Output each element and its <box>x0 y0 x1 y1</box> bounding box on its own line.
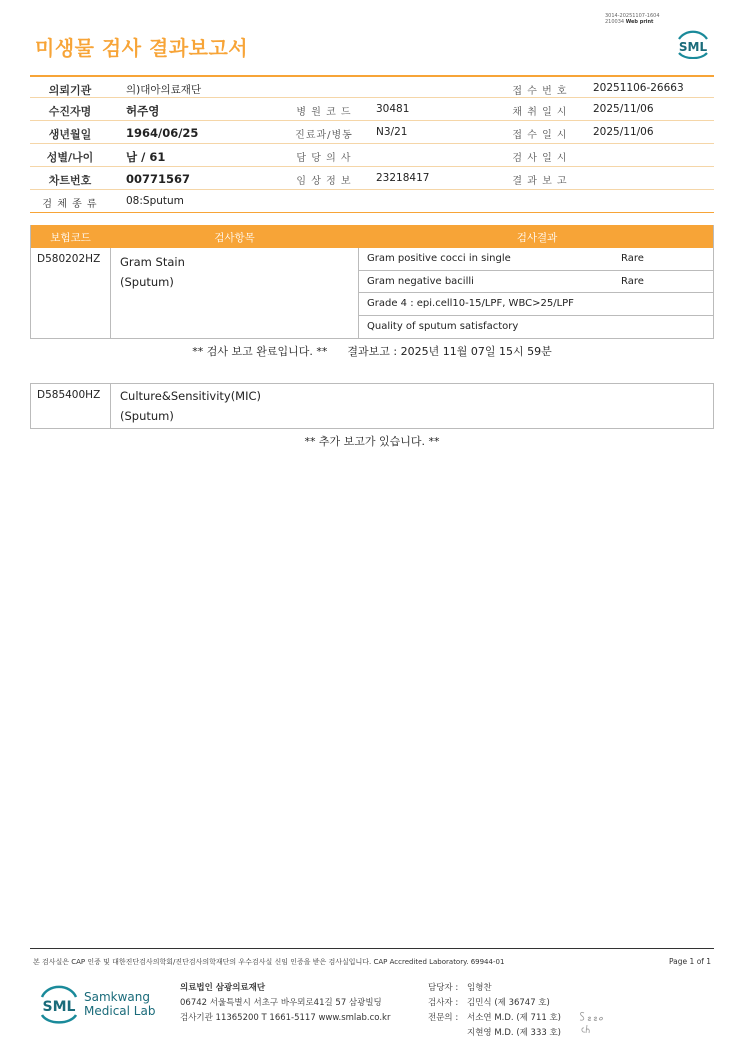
label-sex-age: 성별/나이 <box>46 151 94 164</box>
column-divider <box>110 248 111 338</box>
test-row-gram-stain <box>31 248 713 338</box>
value-collection-date: 2025/11/06 <box>593 103 654 115</box>
report-title: 미생물 검사 결과보고서 <box>35 36 249 60</box>
label-patient-name: 수진자명 <box>48 105 92 118</box>
result-line <box>359 271 714 294</box>
print-id <box>605 13 660 25</box>
print-id-line1: 3014-20251107-1604 <box>605 13 660 19</box>
value-birth-date: 1964/06/25 <box>126 126 199 140</box>
label-specimen-type: 검 체 종 류 <box>42 199 98 210</box>
staff-name: 서소연 M.D. (제 711 호) <box>467 1013 562 1023</box>
test-specimen: (Sputum) <box>120 409 174 423</box>
report-time: 결과보고 : 2025년 11월 07일 15시 59분 <box>347 345 552 358</box>
value-department: N3/21 <box>376 126 408 138</box>
value-receipt-date: 2025/11/06 <box>593 126 654 138</box>
logo-text: SML <box>678 40 708 54</box>
staff-row <box>428 981 561 996</box>
staff-role: 전문의 : <box>428 1013 459 1023</box>
label-collection-date: 채 취 일 시 <box>512 107 568 118</box>
test-specimen: (Sputum) <box>120 275 174 289</box>
info-row <box>30 121 714 144</box>
web-print-label: Web print <box>625 19 654 25</box>
result-line <box>359 316 714 339</box>
test-row-culture <box>30 383 714 429</box>
label-birth-date: 생년월일 <box>48 128 92 141</box>
label-requesting-org: 의뢰기관 <box>48 84 92 97</box>
page-number: Page 1 of 1 <box>669 957 712 966</box>
result-text: Gram negative bacilli <box>367 275 474 287</box>
print-id-line2: 210034 <box>605 19 625 25</box>
staff-name: 지현영 M.D. (제 333 호) <box>467 1028 562 1038</box>
result-value: Rare <box>621 253 644 264</box>
label-test-date: 검 사 일 시 <box>512 153 568 164</box>
label-department: 진료과/병동 <box>295 130 353 141</box>
org-contact: 검사기관 11365200 T 1661-5117 www.smlab.co.kr <box>180 1013 391 1023</box>
results-header <box>31 225 713 248</box>
value-receipt-number: 20251106-26663 <box>593 82 684 94</box>
additional-report-note: ** 추가 보고가 있습니다. ** <box>304 435 440 448</box>
staff-row <box>428 1011 561 1026</box>
result-line <box>359 248 714 271</box>
result-text: Grade 4 : epi.cell10-15/LPF, WBC>25/LPF <box>367 298 574 309</box>
results-table <box>30 225 714 339</box>
staff-name: 임형찬 <box>467 983 492 993</box>
org-address: 06742 서울특별시 서초구 바우뫼로41길 57 삼광빌딩 <box>180 998 382 1008</box>
result-lines <box>359 248 714 338</box>
info-row <box>30 98 714 121</box>
value-patient-name: 허주영 <box>126 104 160 118</box>
result-line <box>359 293 714 316</box>
brand-line1: Samkwang <box>84 990 150 1004</box>
label-clinical-info: 임 상 정 보 <box>296 176 352 187</box>
result-text: Quality of sputum satisfactory <box>367 320 519 332</box>
accreditation-statement: 본 검사실은 CAP 인증 및 대한진단검사의학회/진단검사의학재단의 우수검사실 신임 인증을 받은 검사실입니다. CAP Accredited Laboratory. 69944-01 <box>33 958 505 966</box>
sml-logo <box>673 27 713 59</box>
organization-info <box>180 981 390 1026</box>
samkwang-logo <box>36 982 82 1026</box>
label-doctor: 담 당 의 사 <box>296 153 352 164</box>
label-receipt-date: 접 수 일 시 <box>512 130 568 141</box>
info-row <box>30 75 714 98</box>
test-item <box>120 386 261 426</box>
value-clinical-info: 23218417 <box>376 172 430 184</box>
info-row <box>30 167 714 190</box>
staff-name: 김민식 (제 36747 호) <box>467 998 550 1008</box>
patient-info-table <box>30 75 714 213</box>
handwritten-signature <box>578 1010 608 1036</box>
staff-role: 담당자 : <box>428 983 459 993</box>
header-test-item: 검사항목 <box>214 232 255 244</box>
staff-list <box>428 981 561 1041</box>
brand-name <box>84 990 155 1018</box>
test-name: Gram Stain <box>120 255 185 269</box>
value-requesting-org: 의)대아의료재단 <box>126 84 202 96</box>
header-insurance-code: 보험코드 <box>50 232 91 244</box>
result-value: Rare <box>621 275 644 287</box>
test-code: D580202HZ <box>37 253 101 265</box>
test-code: D585400HZ <box>37 389 101 401</box>
info-row <box>30 144 714 167</box>
label-receipt-number: 접 수 번 호 <box>512 86 568 97</box>
staff-role: 검사자 : <box>428 998 459 1008</box>
test-name: Culture&Sensitivity(MIC) <box>120 389 262 403</box>
value-sex-age: 남 / 61 <box>126 150 166 164</box>
report-complete-note <box>0 343 744 359</box>
org-name: 의료법인 삼광의료재단 <box>180 983 266 993</box>
header-test-result: 검사결과 <box>516 232 558 244</box>
value-hospital-code: 30481 <box>376 103 410 115</box>
logo-text: SML <box>42 999 76 1015</box>
column-divider <box>110 384 111 428</box>
label-hospital-code: 병 원 코 드 <box>296 107 352 118</box>
value-specimen-type: 08:Sputum <box>126 195 184 207</box>
report-status: ** 검사 보고 완료입니다. ** <box>192 345 328 358</box>
brand-line2: Medical Lab <box>84 1004 156 1018</box>
result-text: Gram positive cocci in single <box>367 253 511 264</box>
label-chart-number: 차트번호 <box>48 174 92 187</box>
label-result-report: 결 과 보 고 <box>512 176 568 187</box>
info-row <box>30 190 714 213</box>
test-item <box>120 252 185 292</box>
staff-row <box>428 996 561 1011</box>
staff-row <box>428 1026 561 1041</box>
footer-divider <box>30 948 714 949</box>
value-chart-number: 00771567 <box>126 172 191 186</box>
